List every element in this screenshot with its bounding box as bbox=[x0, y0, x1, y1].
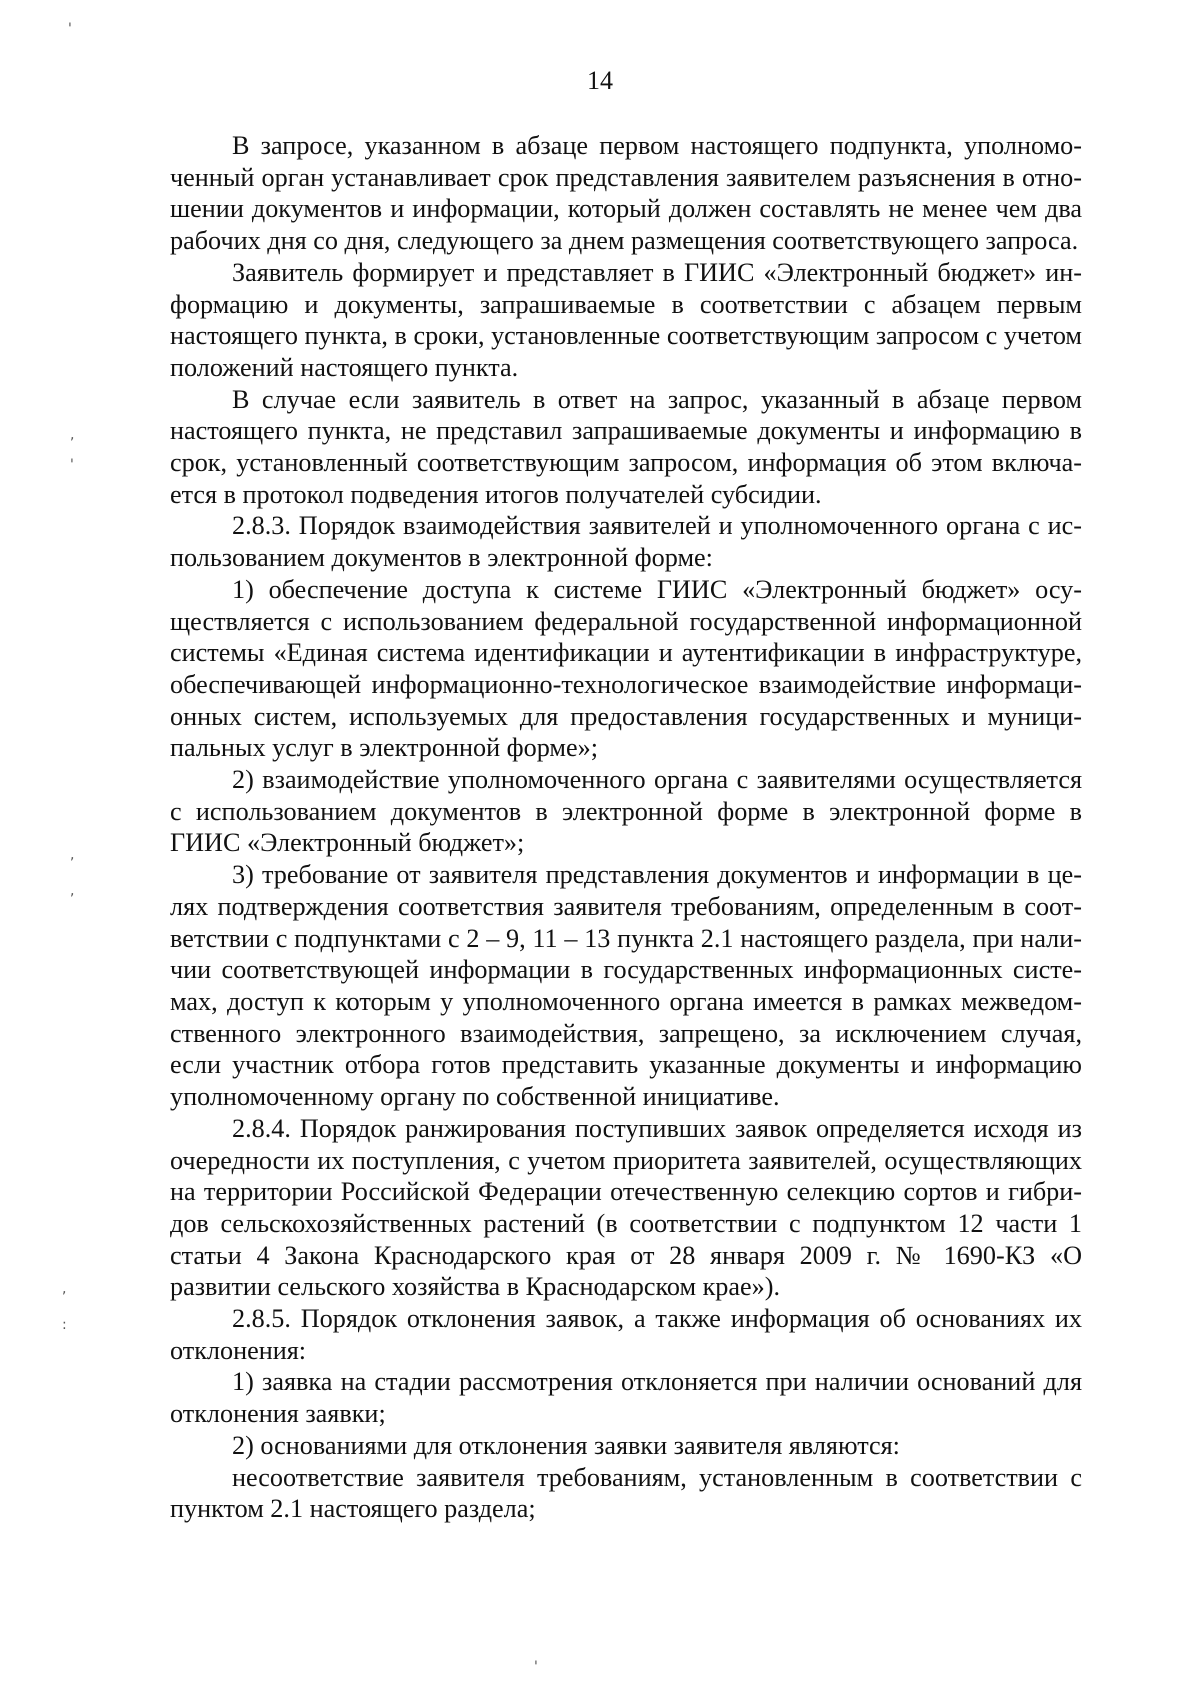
scan-speck: , bbox=[70, 847, 75, 863]
scan-speck: ' bbox=[70, 457, 74, 473]
paragraph-item-1-access: 1) обеспечение доступа к системе ГИИС «Электронный бюджет» осуществляется с использованием федеральной государственной информационной системы «Единая система идентификации и аутентификации в инфраструктуре, обеспечивающей информационно-технологическое взаимодействие информационных систем, используемых для предоставления государственных и муниципальных услуг в электронной форме»; bbox=[170, 574, 1082, 763]
page-number: 14 bbox=[587, 66, 613, 95]
paragraph-rejection-item-2: 2) основаниями для отклонения заявки заявителя являются: bbox=[232, 1430, 900, 1460]
scan-speck: ' bbox=[534, 1659, 538, 1675]
scan-speck: , bbox=[70, 427, 75, 443]
paragraph-2-8-4: 2.8.4. Порядок ранжирования поступивших заявок определяется исходя из очередности их поступления, с учетом приоритета заявителей, осуществляющих на территории Российской Федерации отечественную селекцию сортов и гибридов сельскохозяйственных растений (в соответствии с подпунктом 12 части 1 статьи 4 Закона Краснодарского края от 28 января 2009 г. № 1690-КЗ «О развитии сельского хозяйства в Краснодарском крае»). bbox=[170, 1113, 1082, 1302]
paragraph-noncompliance: несоответствие заявителя требованиям, установленным в соответствии с пунктом 2.1 настоящего раздела; bbox=[170, 1462, 1082, 1524]
scan-speck: ' bbox=[68, 21, 72, 37]
paragraph-2-8-3: 2.8.3. Порядок взаимодействия заявителей и уполномоченного органа с использованием документов в электронной форме: bbox=[170, 511, 1082, 573]
paragraph-request-deadline: В запросе, указанном в абзаце первом настоящего подпункта, уполномоченный орган устанавливает срок представления заявителем разъяснения в отношении документов и информации, который должен составлять не менее чем два рабочих дня со дня, следующего за днем размещения соответствующего запроса. bbox=[170, 131, 1082, 256]
paragraph-2-8-5: 2.8.5. Порядок отклонения заявок, а также информация об основаниях их отклонения: bbox=[170, 1304, 1082, 1365]
scan-speck: , bbox=[70, 883, 75, 899]
document-body bbox=[170, 130, 1082, 1525]
paragraph-failure-to-submit: В случае если заявитель в ответ на запрос, указанный в абзаце первом настоящего пункта, не представил запрашиваемые документы и информацию в срок, установленный соответствующим запросом, информация об этом включается в протокол подведения итогов получателей субсидии. bbox=[170, 384, 1082, 509]
paragraph-item-3-requirement: 3) требование от заявителя представления документов и информации в целях подтверждения соответствия заявителя требованиям, определенным в соответствии с подпунктами с 2 – 9, 11 – 13 пункта 2.1 настоящего раздела, при наличии соответствующей информации в государственных информационных системах, доступ к которым у уполномоченного органа имеется в рамках межведомственного электронного взаимодействия, запрещено, за исключением случая, если участник отбора готов представить указанные документы и информацию уполномоченному органу по собственной инициативе. bbox=[170, 860, 1082, 1112]
scan-speck: : bbox=[62, 1317, 67, 1333]
scan-speck: , bbox=[62, 1281, 67, 1297]
paragraph-item-2-interaction: 2) взаимодействие уполномоченного органа с заявителями осуществляется с использованием документов в электронной форме в электронной форме в ГИИС «Электронный бюджет»; bbox=[170, 765, 1082, 858]
paragraph-applicant-submits: Заявитель формирует и представляет в ГИИС «Электронный бюджет» информацию и документы, запрашиваемые в соответствии с абзацем первым настоящего пункта, в сроки, установленные соответствующим запросом с учетом положений настоящего пункта. bbox=[170, 257, 1082, 382]
paragraph-rejection-item-1: 1) заявка на стадии рассмотрения отклоняется при наличии оснований для отклонения заявки; bbox=[170, 1367, 1082, 1429]
